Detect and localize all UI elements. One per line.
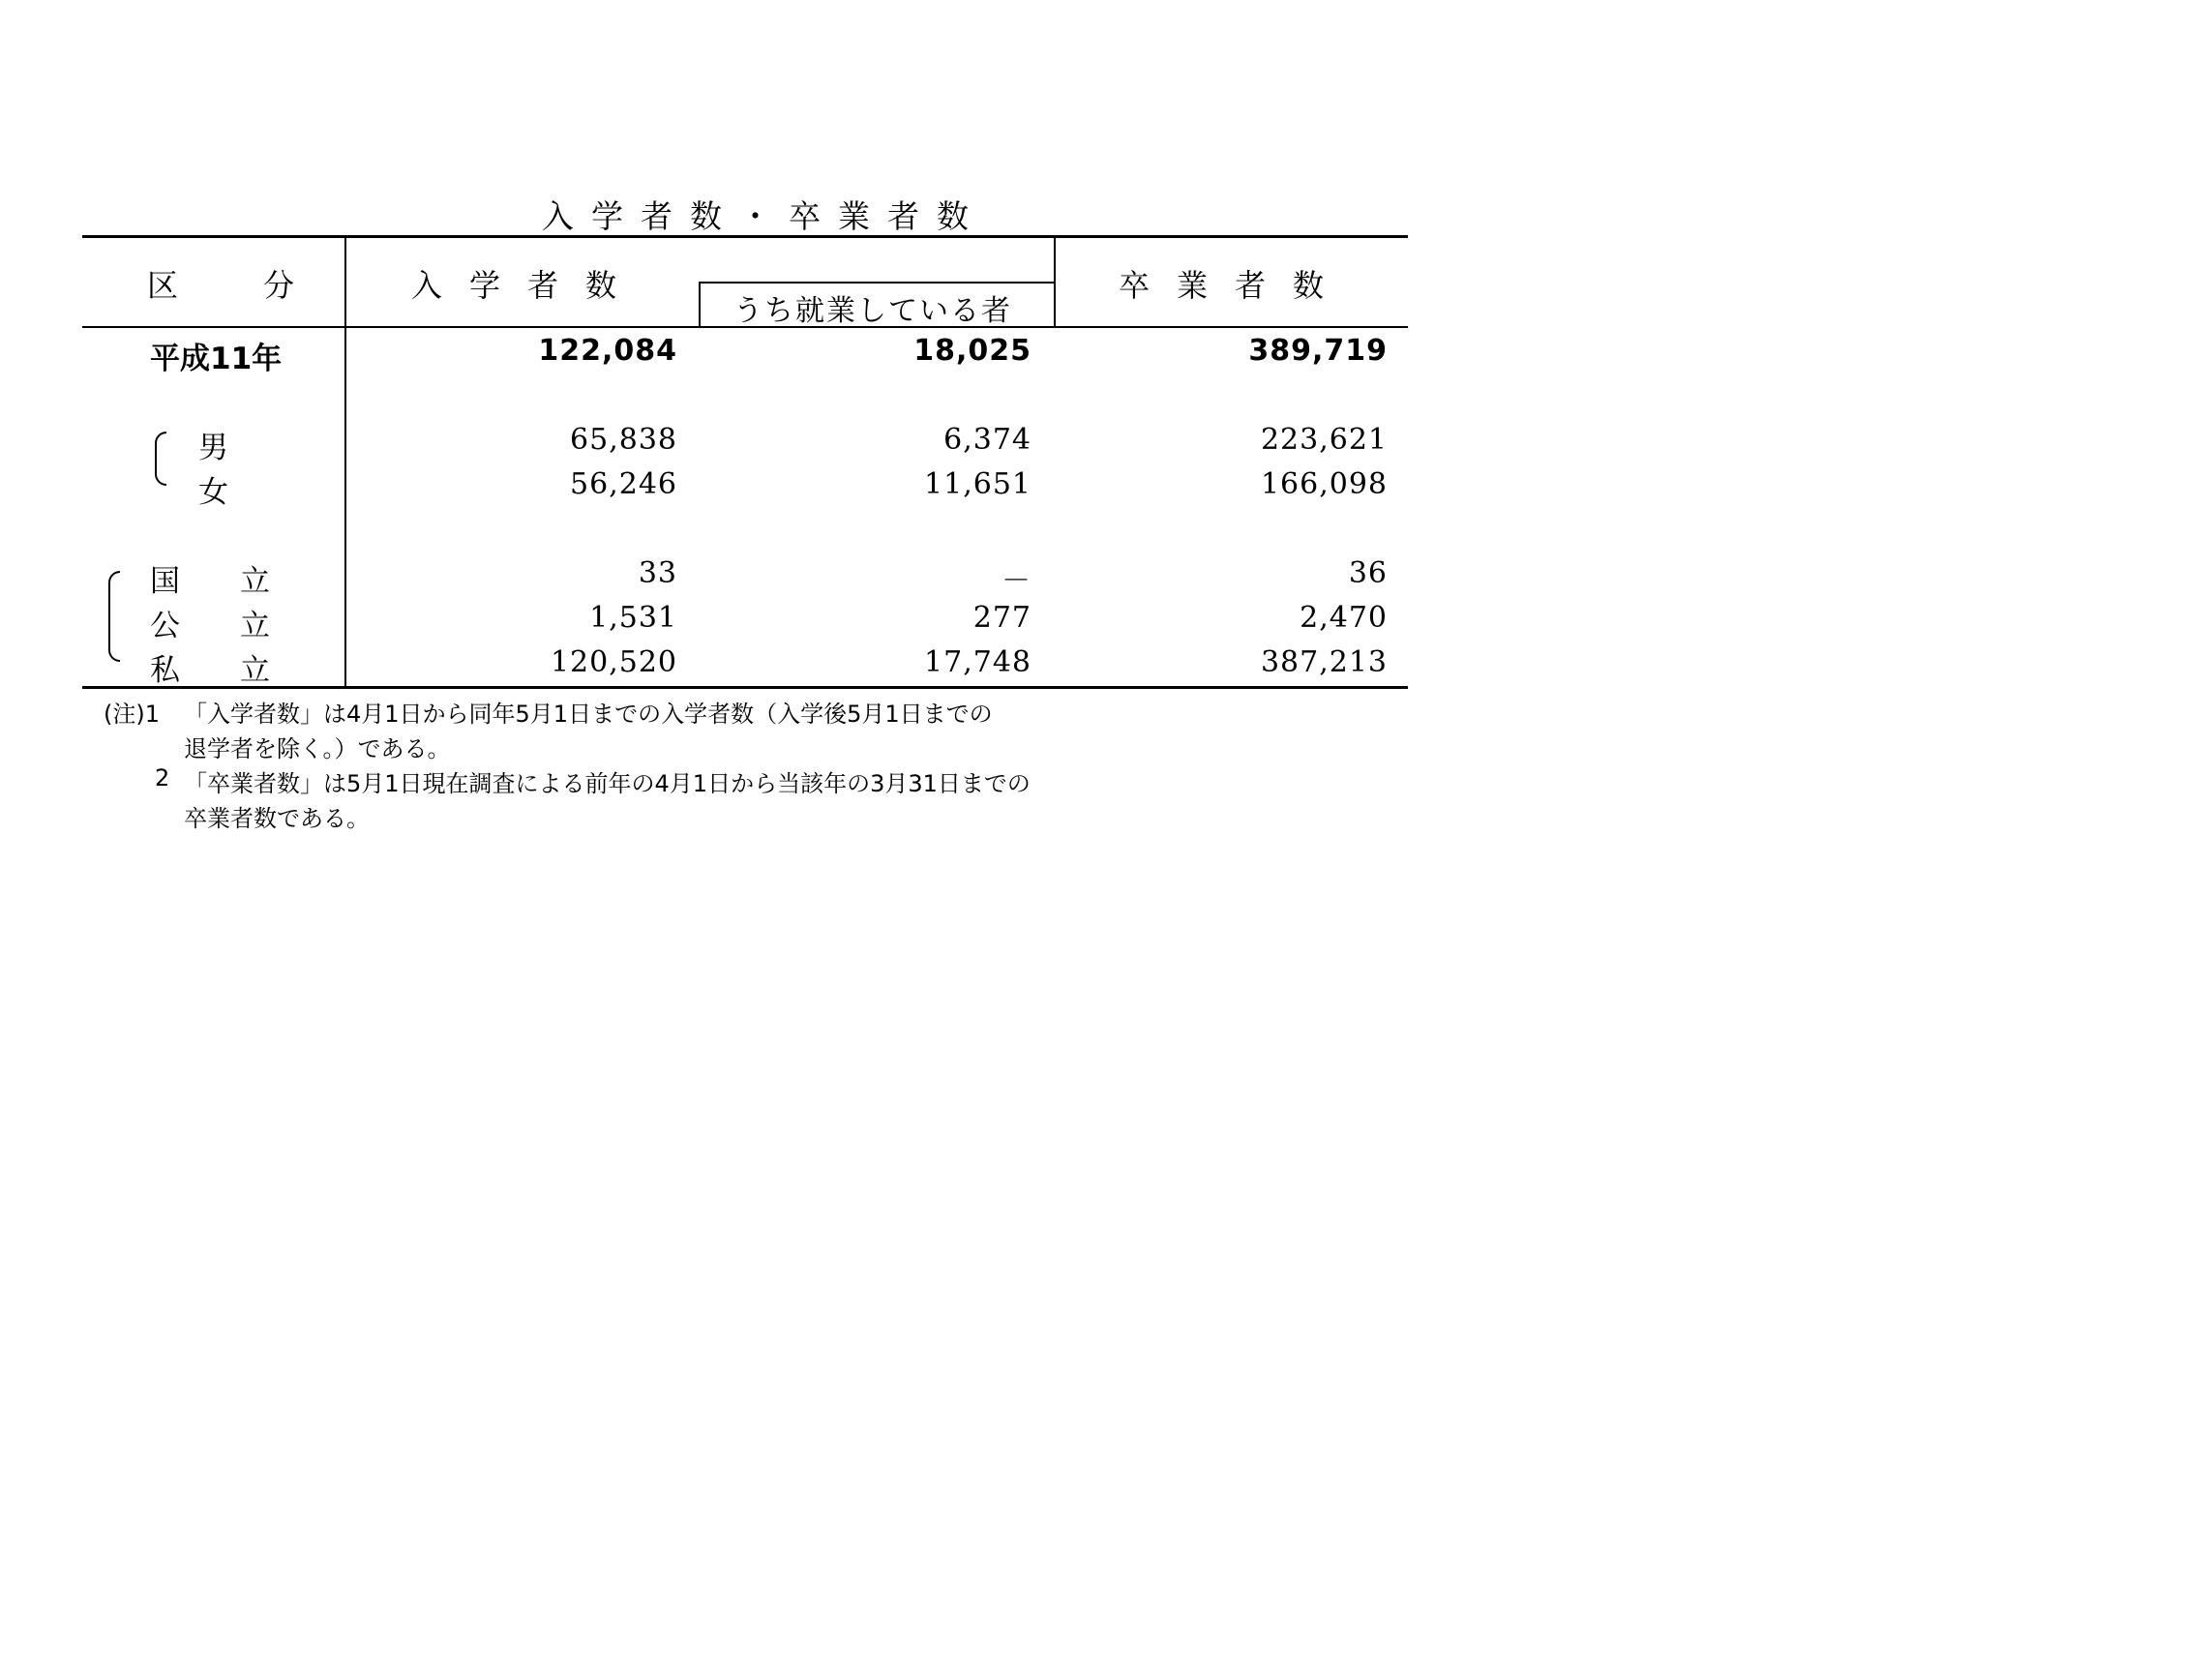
row-private-employed: 17,748	[924, 645, 1031, 679]
row-female-enrolled: 56,246	[570, 467, 677, 501]
row-national-label: 国 立	[150, 564, 270, 599]
top-rule	[82, 235, 1408, 238]
row-female-employed: 11,651	[924, 467, 1031, 501]
row-male-label: 男	[198, 431, 228, 465]
row-national-enrolled: 33	[638, 556, 677, 590]
subheader-box-left	[699, 282, 701, 328]
note-1-line-2: 退学者を除く。）である。	[184, 735, 451, 762]
row-male-graduates: 223,621	[1260, 423, 1388, 457]
row-total-graduates: 389,719	[1248, 334, 1388, 368]
header-employed-sub: うち就業している者	[733, 294, 1012, 328]
header-graduates: 卒業者数	[1119, 267, 1352, 304]
note-2-prefix: 2	[155, 764, 170, 791]
row-total-enrolled: 122,084	[538, 334, 677, 368]
row-total-employed: 18,025	[913, 334, 1031, 368]
gender-brace	[155, 432, 166, 486]
note-2-line-2: 卒業者数である。	[184, 805, 370, 832]
header-enrolled: 入学者数	[411, 267, 644, 304]
bottom-rule	[82, 686, 1408, 689]
note-1-prefix: (注)1	[104, 701, 160, 728]
row-public-graduates: 2,470	[1300, 601, 1388, 635]
row-private-graduates: 387,213	[1260, 645, 1388, 679]
row-private-label: 私 立	[150, 653, 270, 688]
row-national-employed: －	[1001, 564, 1031, 598]
row-private-enrolled: 120,520	[550, 645, 677, 679]
row-female-graduates: 166,098	[1260, 467, 1388, 501]
row-public-enrolled: 1,531	[589, 601, 677, 635]
row-public-label: 公 立	[150, 609, 270, 643]
row-national-graduates: 36	[1348, 556, 1388, 590]
table-title: 入学者数・卒業者数	[542, 197, 986, 235]
header-category: 区 分	[147, 267, 322, 304]
row-female-label: 女	[198, 475, 228, 510]
row-total-label: 平成11年	[150, 342, 283, 376]
note-2-line-1: 「卒業者数」は5月1日現在調査による前年の4月1日から当該年の3月31日までの	[184, 770, 1031, 797]
subheader-box-top	[699, 282, 1056, 284]
note-1-line-1: 「入学者数」は4月1日から同年5月1日までの入学者数（入学後5月1日までの	[184, 701, 993, 728]
row-male-employed: 6,374	[943, 423, 1031, 457]
establishment-brace	[108, 571, 120, 662]
row-public-employed: 277	[972, 601, 1031, 635]
row-male-enrolled: 65,838	[570, 423, 677, 457]
category-column-divider	[344, 237, 346, 688]
